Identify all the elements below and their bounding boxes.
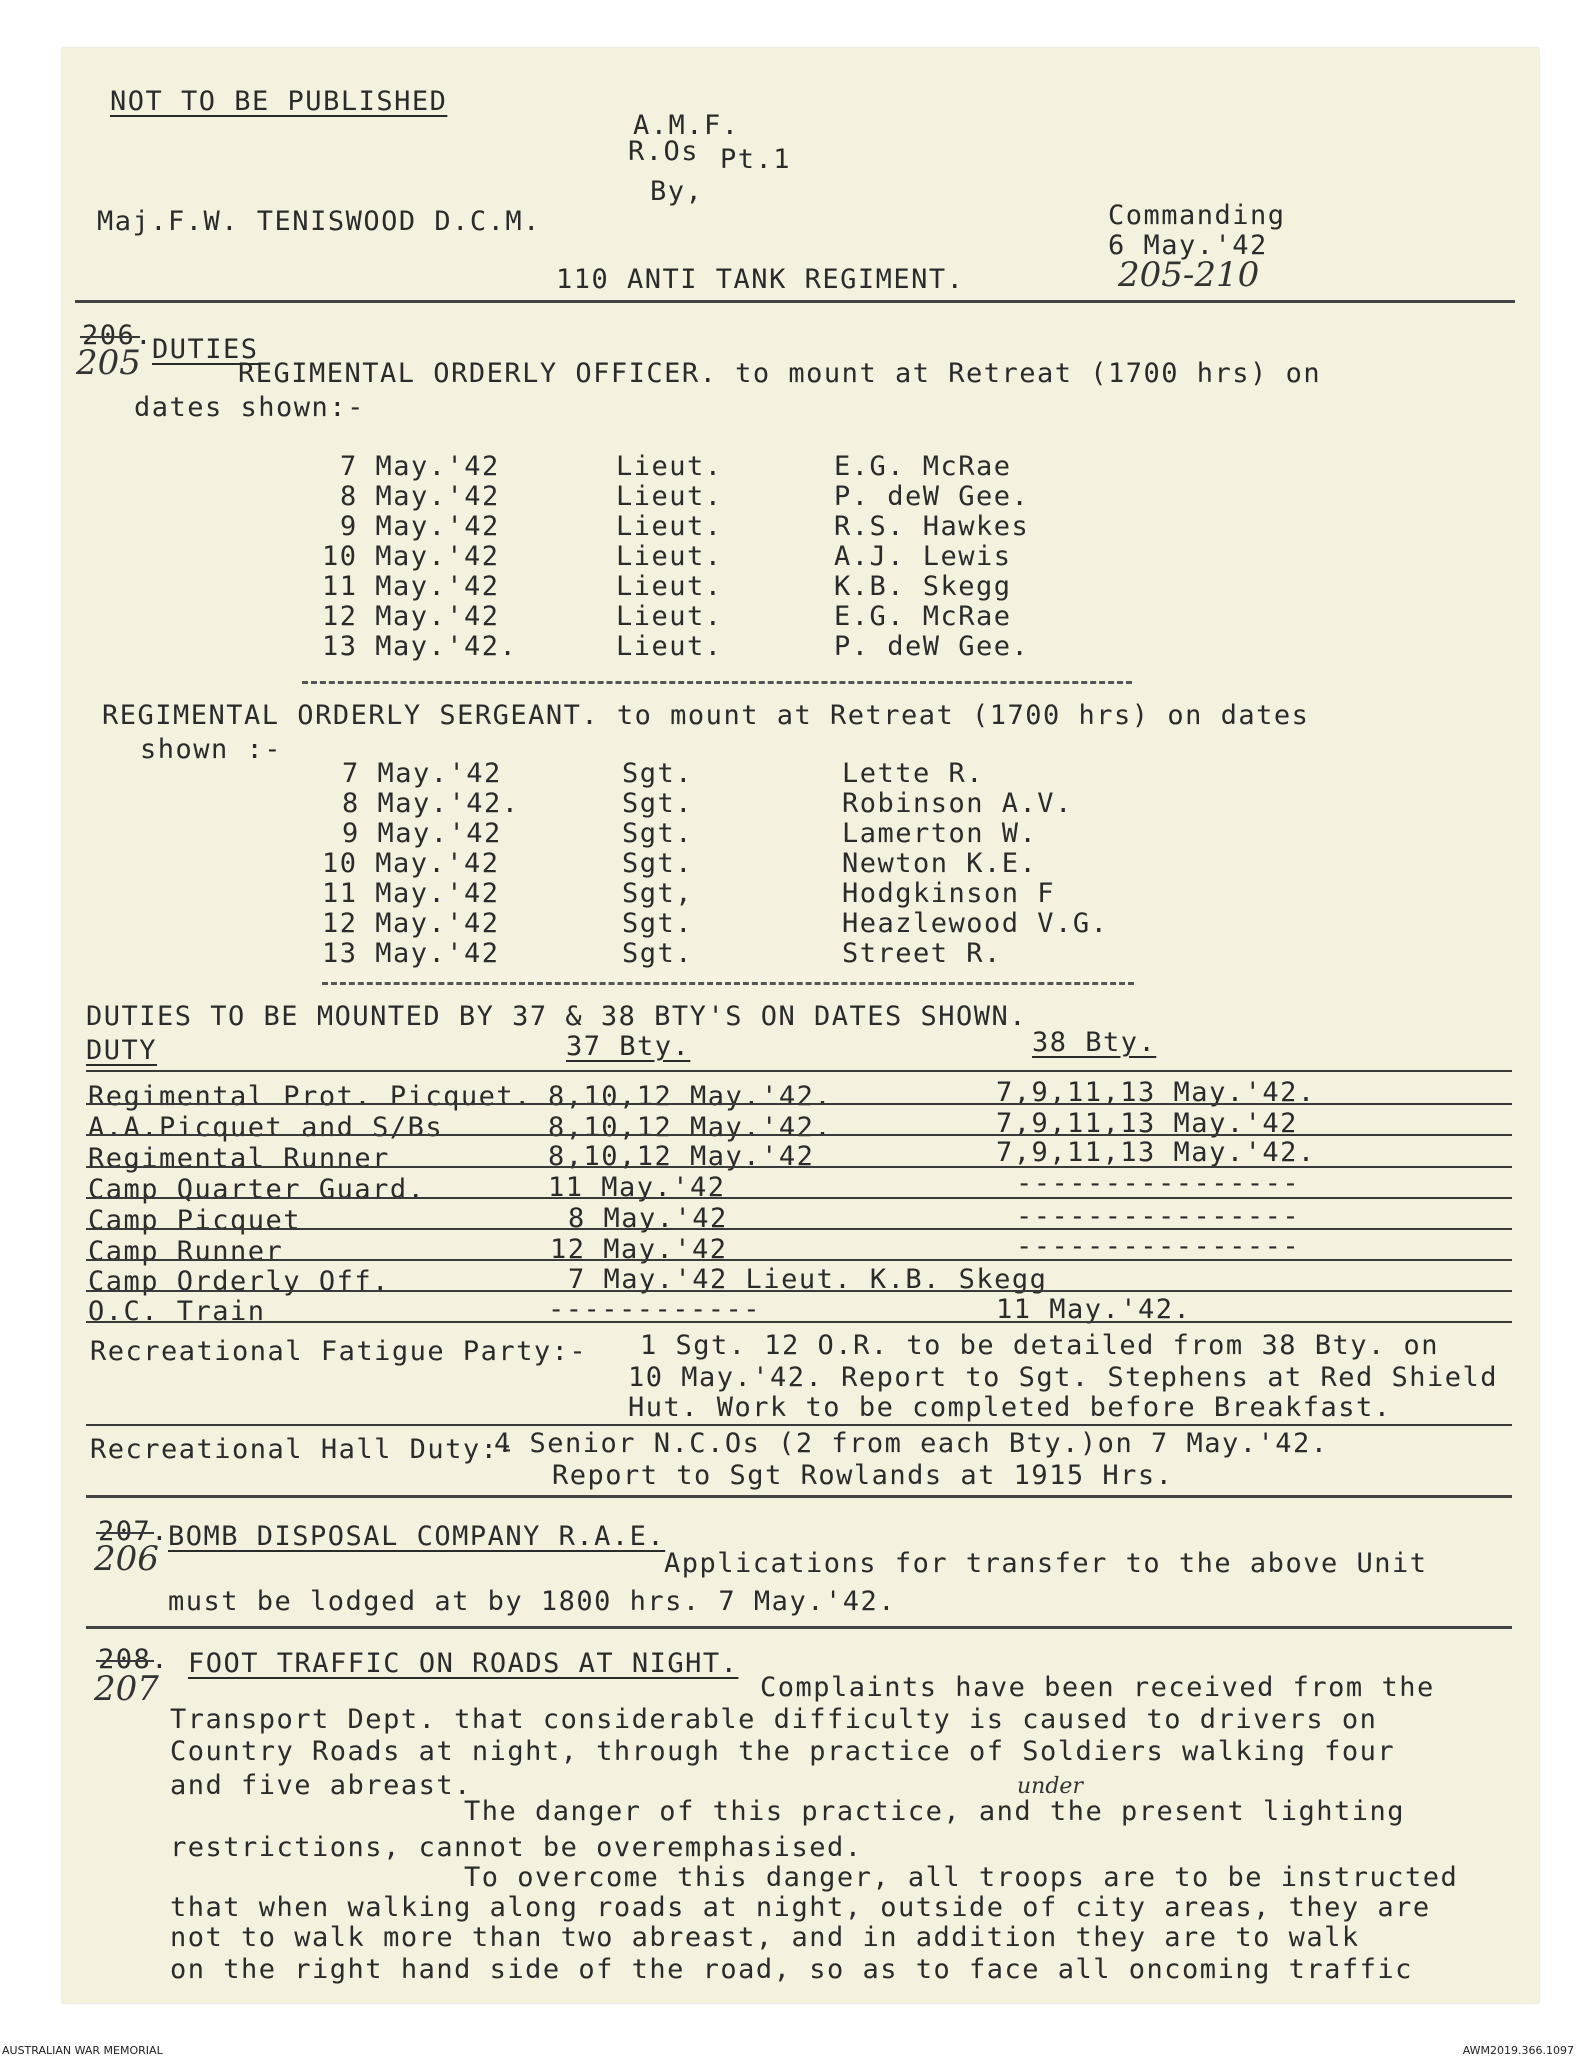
table-rule [86, 1321, 1512, 1323]
roster-name: Newton K.E. [842, 848, 1038, 879]
body-text: Transport Dept. that considerable difficulty is caused to drivers on [170, 1704, 1378, 1735]
divider [86, 1495, 1512, 1498]
roster-rank: Sgt. [622, 848, 694, 879]
roster-rank: Lieut. [616, 541, 723, 572]
roster-name: Hodgkinson F [842, 878, 1056, 909]
handwritten-ref: 205-210 [1118, 255, 1260, 295]
body-text: Applications for transfer to the above Unit [664, 1548, 1428, 1579]
strike-line [96, 1532, 154, 1534]
body-text: and five abreast. [170, 1770, 472, 1801]
dashed-separator [322, 982, 1134, 985]
hall-duty-detail: Report to Sgt Rowlands at 1915 Hrs. [552, 1460, 1174, 1491]
roster-name: K.B. Skegg [834, 571, 1012, 602]
duty-name: Regimental Runner [88, 1143, 390, 1174]
bty38-dates: 7,9,11,13 May.'42 [996, 1108, 1298, 1139]
roster-date: 12 May.'42 [322, 601, 500, 632]
duty-name: Camp Quarter Guard. [88, 1174, 426, 1205]
bty37-dates: 7 May.'42 Lieut. K.B. Skegg [568, 1264, 1048, 1295]
battery-duties-intro: DUTIES TO BE MOUNTED BY 37 & 38 BTY'S ON DATES SHOWN. [86, 1001, 1028, 1032]
body-text: that when walking along roads at night, outside of city areas, they are [170, 1892, 1431, 1923]
table-rule [86, 1424, 1512, 1426]
orderly-sergeant-text: shown :- [140, 734, 283, 765]
orderly-sergeant-text: REGIMENTAL ORDERLY SERGEANT. to mount at Retreat (1700 hrs) on dates [102, 700, 1310, 731]
roster-rank: Lieut. [616, 481, 723, 512]
handwritten-section-number: 207 [94, 1669, 159, 1709]
roster-date: 8 May.'42. [342, 788, 520, 819]
archive-credit: AUSTRALIAN WAR MEMORIAL [2, 2044, 163, 2057]
roster-date: 9 May.'42 [342, 818, 502, 849]
section-heading: BOMB DISPOSAL COMPANY R.A.E. [168, 1521, 666, 1552]
duty-column-header: DUTY [86, 1035, 158, 1066]
roster-name: E.G. McRae [834, 601, 1012, 632]
handwritten-insertion: under [1017, 1774, 1083, 1799]
body-text: must be lodged at by 1800 hrs. 7 May.'42. [168, 1586, 896, 1617]
dashed-separator [302, 681, 1132, 684]
amf-label: A.M.F. [633, 110, 740, 141]
body-text: on the right hand side of the road, so as to face all oncoming traffic [170, 1954, 1413, 1985]
bty37-dates: 8,10,12 May.'42. [548, 1081, 833, 1112]
commanding-label: Commanding [1108, 200, 1286, 231]
part-label: Pt.1 [720, 144, 792, 175]
bty38-dates: 11 May.'42. [996, 1294, 1192, 1325]
roster-date: 13 May.'42. [322, 631, 518, 662]
archive-reference: AWM2019.366.1097 [1462, 2044, 1574, 2057]
fatigue-party-detail: Hut. Work to be completed before Breakfast. [628, 1392, 1392, 1423]
bty38-column-header: 38 Bty. [1032, 1027, 1157, 1058]
roster-rank: Lieut. [616, 451, 723, 482]
handwritten-section-number: 205 [76, 343, 141, 383]
roster-name: P. deW Gee. [834, 481, 1030, 512]
bty38-dates: ---------------- [1016, 1168, 1301, 1199]
duty-name: Regimental Prot. Picquet. [88, 1081, 532, 1112]
roster-name: P. deW Gee. [834, 631, 1030, 662]
bty37-dates: 8,10,12 May.'42. [548, 1112, 833, 1143]
body-text: Complaints have been received from the [760, 1672, 1435, 1703]
roster-date: 11 May.'42 [322, 878, 500, 909]
orderly-officer-text: REGIMENTAL ORDERLY OFFICER. to mount at Retreat (1700 hrs) on [238, 358, 1322, 389]
bty38-dates: ---------------- [1016, 1231, 1301, 1262]
orderly-officer-text: dates shown:- [134, 392, 365, 423]
bty38-dates: 7,9,11,13 May.'42. [996, 1077, 1316, 1108]
roster-date: 10 May.'42 [322, 848, 500, 879]
roster-rank: Sgt. [622, 818, 694, 849]
duty-name: Camp Picquet [88, 1205, 302, 1236]
roster-date: 13 May.'42 [322, 938, 500, 969]
roster-date: 8 May.'42 [340, 481, 500, 512]
bty37-dates: 8,10,12 May.'42 [548, 1141, 815, 1172]
duty-name: A.A.Picquet and S/Bs [88, 1112, 444, 1143]
body-text: The danger of this practice, and the present lighting [464, 1796, 1406, 1827]
roster-rank: Sgt. [622, 938, 694, 969]
body-text: restrictions, cannot be overemphasised. [170, 1832, 863, 1863]
roster-rank: Sgt, [622, 878, 694, 909]
roster-rank: Sgt. [622, 758, 694, 789]
not-published-heading: NOT TO BE PUBLISHED [110, 86, 448, 117]
bty37-dates: 12 May.'42 [550, 1234, 728, 1265]
table-rule [86, 1103, 1512, 1105]
roster-name: Heazlewood V.G. [842, 908, 1109, 939]
body-text: To overcome this danger, all troops are to be instructed [464, 1862, 1459, 1893]
roster-name: A.J. Lewis [834, 541, 1012, 572]
by-label: By, [650, 176, 704, 207]
bty38-dates: ---------------- [1016, 1201, 1301, 1232]
table-rule [86, 1228, 1512, 1230]
table-rule [86, 1070, 1512, 1072]
officer-name: Maj.F.W. TENISWOOD D.C.M. [97, 206, 541, 237]
section-heading: FOOT TRAFFIC ON ROADS AT NIGHT. [188, 1648, 739, 1679]
duty-name: O.C. Train [88, 1296, 266, 1327]
table-rule [86, 1290, 1512, 1292]
table-rule [86, 1197, 1512, 1199]
roster-rank: Lieut. [616, 511, 723, 542]
ros-label: R.Os [628, 136, 700, 167]
fatigue-party-detail: 10 May.'42. Report to Sgt. Stephens at Red Shield [628, 1362, 1499, 1393]
fatigue-party-label: Recreational Fatigue Party:- [90, 1336, 588, 1367]
hall-duty-label: Recreational Hall Duty:- [90, 1434, 517, 1465]
bty38-dates: 7,9,11,13 May.'42. [996, 1137, 1316, 1168]
bty37-column-header: 37 Bty. [566, 1031, 691, 1062]
typed-section-number: 208. [98, 1644, 170, 1675]
roster-name: Lamerton W. [842, 818, 1038, 849]
roster-name: Street R. [842, 938, 1002, 969]
roster-date: 10 May.'42 [322, 541, 500, 572]
roster-rank: Lieut. [616, 631, 723, 662]
roster-date: 7 May.'42 [340, 451, 500, 482]
typed-section-number: 206. [82, 320, 154, 351]
fatigue-party-detail: 1 Sgt. 12 O.R. to be detailed from 38 Bty. on [640, 1330, 1439, 1361]
roster-name: R.S. Hawkes [834, 511, 1030, 542]
roster-rank: Sgt. [622, 788, 694, 819]
roster-name: E.G. McRae [834, 451, 1012, 482]
roster-date: 12 May.'42 [322, 908, 500, 939]
divider [86, 1626, 1512, 1629]
bty37-dates: ------------ [548, 1294, 762, 1325]
strike-line [96, 1660, 154, 1662]
hall-duty-detail: 4 Senior N.C.Os (2 from each Bty.)on 7 May.'42. [494, 1428, 1329, 1459]
roster-name: Lette R. [842, 758, 985, 789]
table-rule [86, 1134, 1512, 1136]
roster-rank: Lieut. [616, 571, 723, 602]
duty-name: Camp Orderly Off. [88, 1266, 390, 1297]
roster-date: 9 May.'42 [340, 511, 500, 542]
unit-title: 110 ANTI TANK REGIMENT. [556, 264, 965, 295]
bty37-dates: 8 May.'42 [568, 1203, 728, 1234]
strike-line [80, 336, 140, 338]
roster-rank: Sgt. [622, 908, 694, 939]
body-text: not to walk more than two abreast, and in addition they are to walk [170, 1922, 1360, 1953]
bty37-dates: 11 May.'42 [548, 1172, 726, 1203]
order-date: 6 May.'42 [1108, 230, 1268, 261]
roster-name: Robinson A.V. [842, 788, 1073, 819]
handwritten-section-number: 206 [94, 1539, 159, 1579]
section-heading: DUTIES [152, 334, 259, 365]
typed-section-number: 207. [98, 1516, 170, 1547]
roster-date: 11 May.'42 [322, 571, 500, 602]
table-rule [86, 1259, 1512, 1261]
body-text: Country Roads at night, through the practice of Soldiers walking four [170, 1736, 1396, 1767]
roster-rank: Lieut. [616, 601, 723, 632]
roster-date: 7 May.'42 [342, 758, 502, 789]
duty-name: Camp Runner [88, 1236, 284, 1267]
divider [75, 300, 1515, 303]
